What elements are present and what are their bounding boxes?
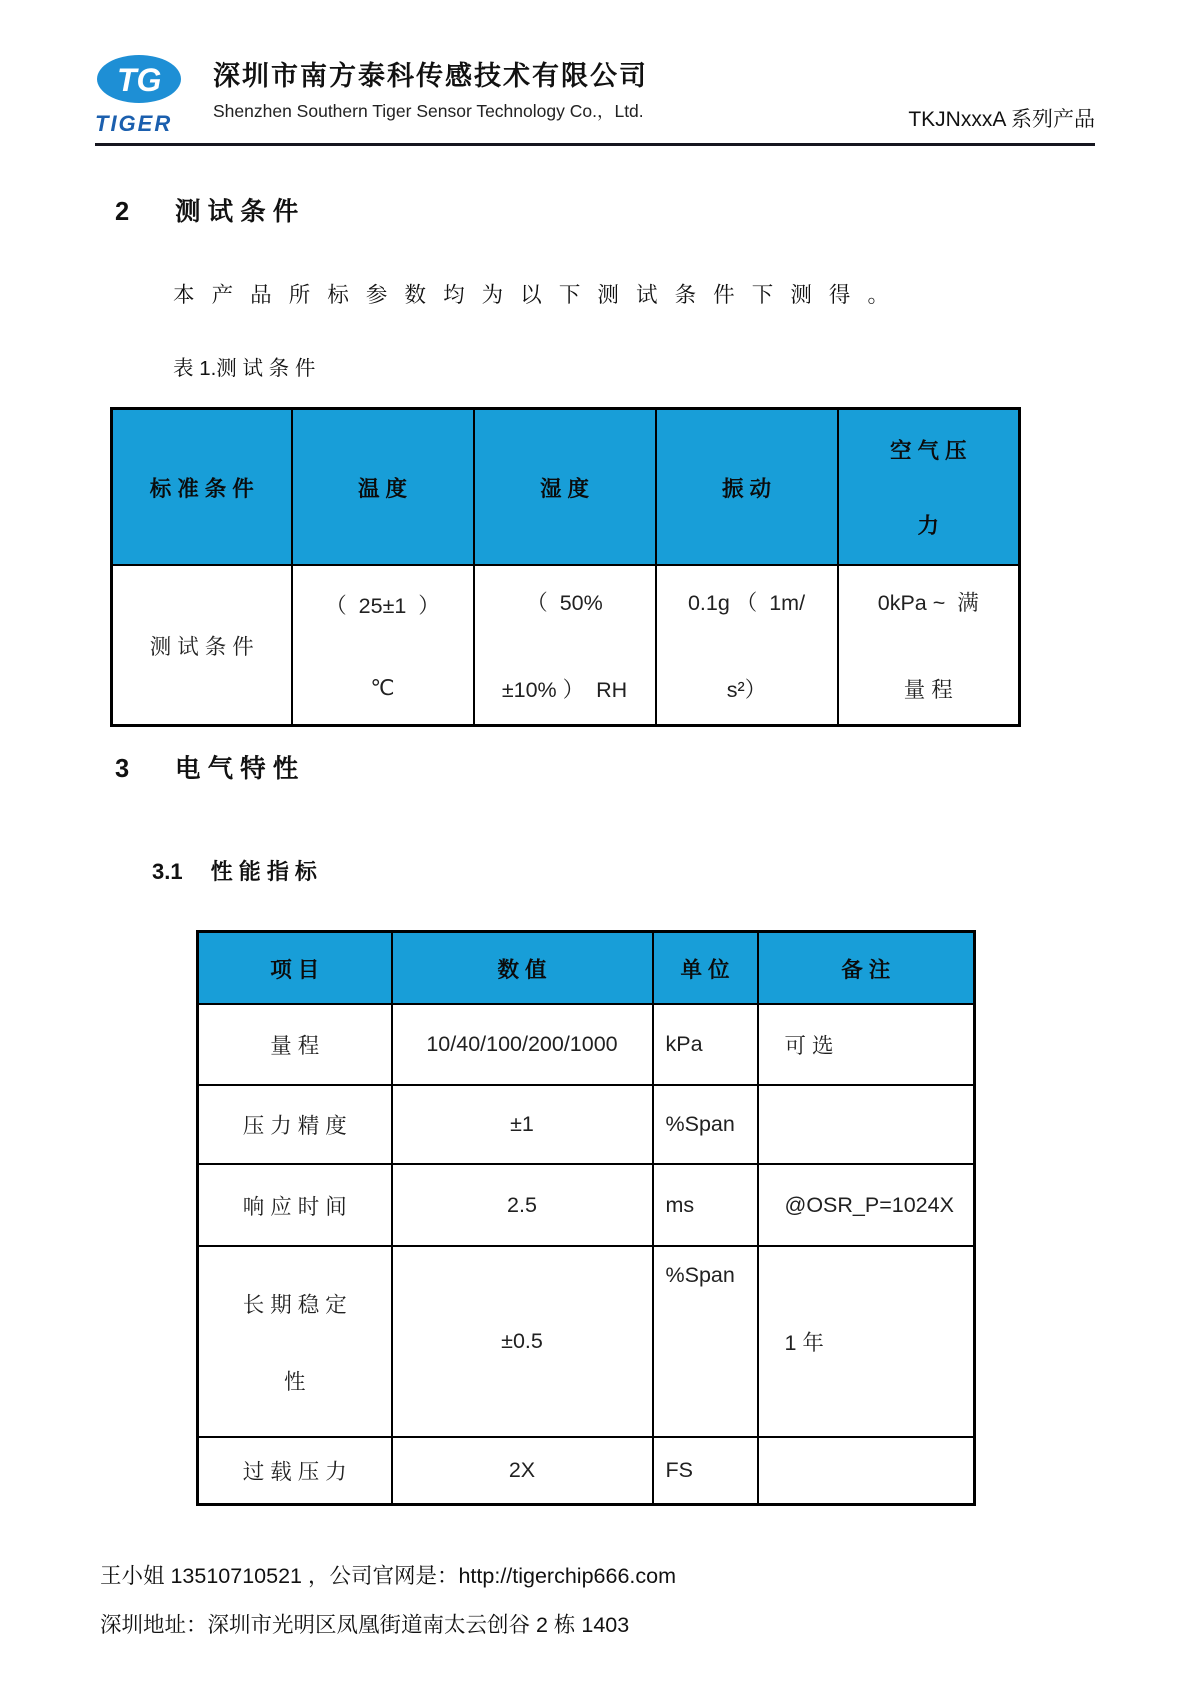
t2-item-cell [198, 1437, 392, 1505]
t1-cell-humidity [474, 565, 656, 726]
t2-header-row [198, 932, 975, 1005]
t1-header-text: 振 动 [722, 476, 771, 501]
t1-header-text: 标 准 条 件 [149, 476, 254, 501]
t2-unit-cell: %Span [653, 1246, 758, 1437]
t1-row-label-text: 测 试 条 件 [149, 634, 254, 659]
t1-header-text: 温 度 [358, 476, 407, 501]
t2-header-note: 备 注 [758, 932, 975, 1005]
t1-cell-air-pressure [838, 565, 1020, 726]
header-rule [95, 143, 1095, 146]
t2-header-unit: 单 位 [653, 932, 758, 1005]
section-3-1-title: 性 能 指 标 [210, 859, 317, 884]
section-3-number: 3 [115, 755, 130, 783]
intro-paragraph: 本 产 品 所 标 参 数 均 为 以 下 测 试 条 件 下 测 得 。 [173, 283, 889, 307]
t2-row-response-time [198, 1164, 975, 1246]
t2-unit-cell: FS [653, 1437, 758, 1505]
product-series-label: TKJNxxxA 系列产品 [908, 108, 1095, 131]
performance-table [196, 930, 976, 1506]
footer-address-line: 深圳地址：深圳市光明区凤凰街道南太云创谷 2 栋 1403 [100, 1613, 630, 1638]
table-1-caption: 表 1.测 试 条 件 [173, 357, 316, 380]
t2-unit-cell: kPa [653, 1004, 758, 1085]
t2-header-item: 项 目 [198, 932, 392, 1005]
test-conditions-table [110, 407, 1021, 727]
t2-value-cell: 2X [392, 1437, 653, 1505]
t2-row-overload-pressure [198, 1437, 975, 1505]
t2-row-accuracy [198, 1085, 975, 1164]
section-2-heading [115, 192, 1095, 228]
t2-item-text: 压 力 精 度 [242, 1114, 347, 1138]
t1-header-text-line1: 空 气 压 [890, 439, 967, 463]
t1-header-text: 湿 度 [540, 476, 589, 501]
t2-unit-cell: ms [653, 1164, 758, 1246]
t2-item-cell [198, 1004, 392, 1085]
page-footer [100, 1552, 1095, 1651]
t1-header-temperature [292, 409, 474, 566]
t2-item-text: 长 期 稳 定 [242, 1292, 347, 1317]
t2-item-text-line2: 性 [283, 1369, 306, 1394]
t2-item-cell [198, 1164, 392, 1246]
t2-item-cell [198, 1085, 392, 1164]
t1-hum-line1: （ 50% [526, 591, 603, 615]
t1-temp-line2: ℃ [370, 676, 395, 700]
t1-header-vibration [656, 409, 838, 566]
t1-hum-line2: ±10% ） RH [501, 678, 628, 702]
t2-unit-cell: %Span [653, 1085, 758, 1164]
t2-note-cell: 1 年 [758, 1246, 975, 1437]
t1-header-air-pressure [838, 409, 1020, 566]
section-2-title: 测 试 条 件 [175, 198, 299, 226]
t1-vib-line1: 0.1g （ 1m/ [687, 591, 806, 615]
company-name-cn: 深圳市南方泰科传感技术有限公司 [213, 61, 648, 91]
t1-air-line1: 0kPa ~ 满 [877, 591, 979, 615]
t1-air-line2: 量 程 [903, 678, 953, 702]
footer-contact-line: 王小姐 13510710521 ，公司官网是：http://tigerchip666.com [100, 1564, 676, 1588]
logo-tiger-text: TIGER [95, 111, 173, 136]
company-name-en: Shenzhen Southern Tiger Sensor Technology Co.，Ltd. [213, 101, 644, 121]
section-3-title: 电 气 特 性 [175, 755, 299, 783]
t2-note-cell: @OSR_P=1024X [758, 1164, 975, 1246]
t2-value-cell: ±1 [392, 1085, 653, 1164]
t1-header-standard-condition [112, 409, 292, 566]
t2-row-range [198, 1004, 975, 1085]
t2-value-cell: ±0.5 [392, 1246, 653, 1437]
t2-note-cell [758, 1437, 975, 1505]
t2-value-cell: 2.5 [392, 1164, 653, 1246]
section-3-1-heading [152, 855, 1095, 886]
t2-note-cell [758, 1085, 975, 1164]
t1-data-row [112, 565, 1020, 726]
t2-item-text: 量 程 [270, 1034, 320, 1058]
section-2-number: 2 [115, 198, 130, 226]
t1-header-text-line2: 力 [917, 514, 939, 538]
t1-vib-line2: s²） [726, 678, 767, 702]
company-name-block [213, 52, 648, 123]
t1-header-humidity [474, 409, 656, 566]
t1-cell-vibration [656, 565, 838, 726]
t2-item-text: 过 载 压 力 [242, 1460, 347, 1484]
company-logo [95, 54, 199, 137]
page-content [0, 192, 1190, 1651]
t1-row-label [112, 565, 292, 726]
section-3-heading [115, 749, 1095, 785]
t2-header-value: 数 值 [392, 932, 653, 1005]
t2-note-cell: 可 选 [758, 1004, 975, 1085]
t2-value-cell: 10/40/100/200/1000 [392, 1004, 653, 1085]
section-3-1-number: 3.1 [152, 859, 183, 884]
t2-row-long-term-stability [198, 1246, 975, 1437]
page-header [0, 0, 1190, 146]
t2-item-text: 响 应 时 间 [242, 1194, 347, 1219]
t1-header-row [112, 409, 1020, 566]
t1-temp-line1: （ 25±1 ） [325, 594, 440, 618]
logo-tg-text: TG [117, 62, 162, 98]
tiger-logo-icon [95, 54, 183, 106]
t2-item-cell [198, 1246, 392, 1437]
t1-cell-temperature [292, 565, 474, 726]
